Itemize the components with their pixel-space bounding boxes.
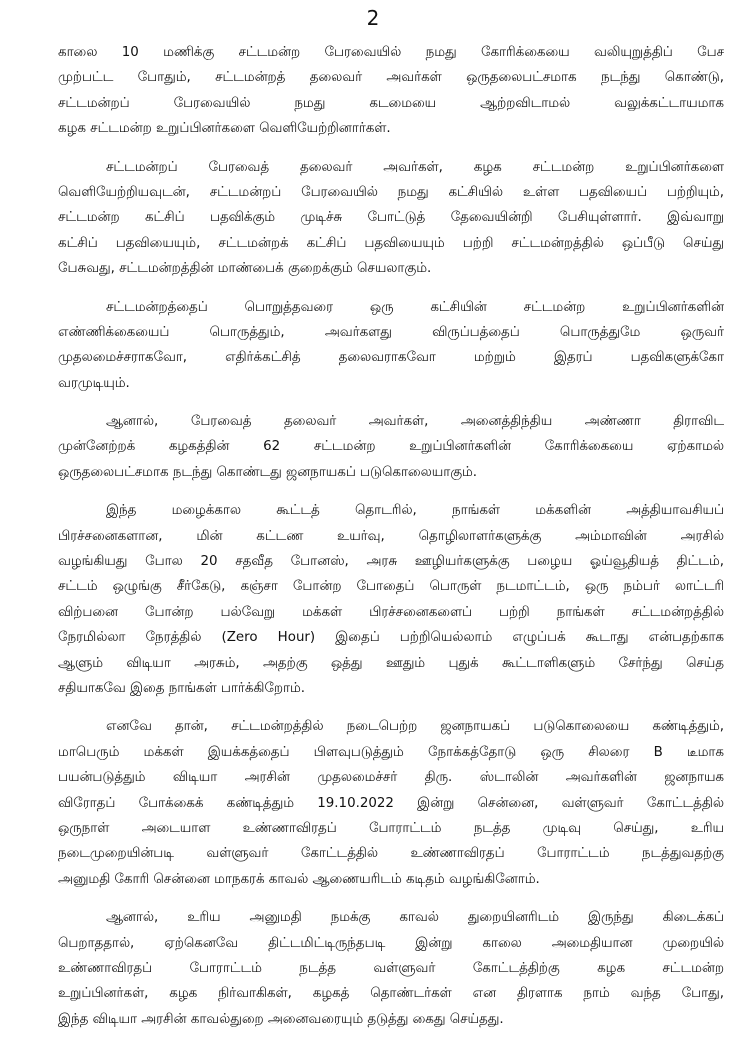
text-line: விற்பனை போன்ற பல்வேறு மக்கள் பிரச்சனைகளைப் பற்றி நாங்கள் சட்டமன்றத்தில் [58, 604, 724, 620]
text-line: காலை 10 மணிக்கு சட்டமன்ற பேரவையில் நமது கோரிக்கையை வலியுறுத்திப் பேச [58, 45, 724, 60]
paragraph [58, 155, 724, 282]
text-line: கட்சிப் பதவியையும், சட்டமன்றக் கட்சிப் பதவியையும் பற்றி சட்டமன்றத்தில் ஒப்பீடு செய்து [58, 235, 724, 251]
paragraph [58, 40, 724, 142]
text-line: எண்ணிக்கையைப் பொருத்தும், அவர்களது விருப்பத்தைப் பொருத்துமே ஒருவர் [58, 324, 724, 340]
text-line: முதலமைச்சராகவோ, எதிர்க்கட்சித் தலைவராகவோ மற்றும் இதரப் பதவிகளுக்கோ [58, 350, 724, 366]
text-line: நடைமுறையின்படி வள்ளுவர் கோட்டத்தில் உண்ணாவிரதப் போராட்டம் நடத்துவதற்கு [58, 846, 724, 862]
text-line: விரோதப் போக்கைக் கண்டித்தும் 19.10.2022 இன்று சென்னை, வள்ளுவர் கோட்டத்தில் [58, 795, 724, 811]
text-line: வெளியேற்றியவுடன், சட்டமன்றப் பேரவையில் நமது கட்சியில் உள்ள பதவியைப் பற்றியும், [58, 184, 724, 200]
text-line: ஆனால், உரிய அனுமதி நமக்கு காவல் துறையினரிடம் இருந்து கிடைக்கப் [106, 910, 724, 926]
text-line: சட்டமன்றப் பேரவைத் தலைவர் அவர்கள், கழக சட்டமன்ற உறுப்பினர்களை [106, 159, 724, 175]
text-line: பயன்படுத்தும் விடியா அரசின் முதலமைச்சர் திரு. ஸ்டாலின் அவர்களின் ஜனநாயக [58, 770, 724, 786]
page-number: 2 [366, 6, 380, 30]
body-text [58, 40, 724, 1045]
text-line: ஆளும் விடியா அரசும், அதற்கு ஒத்து ஊதும் புதுக் கூட்டாளிகளும் சேர்ந்து செய்த [58, 655, 724, 671]
text-line: சட்டமன்றப் பேரவையில் நமது கடமையை ஆற்றவிடாமல் வலுக்கட்டாயமாக [58, 95, 724, 111]
text-line: ஒருதலைபட்சமாக நடந்து கொண்டது ஜனநாயகப் படுகொலையாகும். [58, 464, 478, 480]
text-line: இந்த விடியா அரசின் காவல்துறை அனைவரையும் தடுத்து கைது செய்தது. [58, 1011, 504, 1027]
paragraph [58, 498, 724, 701]
text-line: முன்னேற்றக் கழகத்தின் 62 சட்டமன்ற உறுப்பினர்களின் கோரிக்கையை ஏற்காமல் [58, 439, 724, 455]
text-line: வரமுடியும். [58, 375, 130, 391]
paragraph [58, 714, 724, 892]
text-line: சட்டமன்ற கட்சிப் பதவிக்கும் முடிச்சு போட்டுத் தேவையின்றி பேசியுள்ளார். இவ்வாறு [58, 210, 724, 226]
text-line: கழக சட்டமன்ற உறுப்பினர்களை வெளியேற்றினார்கள். [58, 121, 391, 137]
text-line: அனுமதி கோரி சென்னை மாநகரக் காவல் ஆணையரிடம் கடிதம் வழங்கினோம். [58, 871, 540, 887]
text-line: மாபெரும் மக்கள் இயக்கத்தைப் பிளவுபடுத்தும் நோக்கத்தோடு ஒரு சிலரை B டீமாக [58, 744, 724, 760]
text-line: முற்பட்ட போதும், சட்டமன்றத் தலைவர் அவர்கள் ஒருதலைபட்சமாக நடந்து கொண்டு, [58, 70, 724, 86]
text-line: உண்ணாவிரதப் போராட்டம் நடத்த வள்ளுவர் கோட்டத்திற்கு கழக சட்டமன்ற [58, 960, 724, 976]
paragraph [58, 295, 724, 397]
text-line: சட்டமன்றத்தைப் பொறுத்தவரை ஒரு கட்சியின் சட்டமன்ற உறுப்பினர்களின் [106, 299, 724, 315]
text-line: நேரமில்லா நேரத்தில் (Zero Hour) இதைப் பற்றியெல்லாம் எழுப்பக் கூடாது என்பதற்காக [58, 630, 724, 646]
text-line: சதியாகவே இதை நாங்கள் பார்க்கிறோம். [58, 680, 306, 696]
text-line: ஒருநாள் அடையாள உண்ணாவிரதப் போராட்டம் நடத்த முடிவு செய்து, உரிய [58, 820, 724, 836]
text-line: பெறாததால், ஏற்கெனவே திட்டமிட்டிருந்தபடி இன்று காலை அமைதியான முறையில் [58, 935, 724, 951]
text-line: பேசுவது, சட்டமன்றத்தின் மாண்பைக் குறைக்கும் செயலாகும். [58, 261, 432, 277]
text-line: சட்டம் ஒழுங்கு சீர்கேடு, கஞ்சா போன்ற போதைப் பொருள் நடமாட்டம், ஒரு நம்பர் லாட்டரி [58, 579, 724, 595]
text-line: உறுப்பினர்கள், கழக நிர்வாகிகள், கழகத் தொண்டர்கள் என திரளாக நாம் வந்த போது, [58, 986, 724, 1002]
text-line: இந்த மழைக்கால கூட்டத் தொடரில், நாங்கள் மக்களின் அத்தியாவசியப் [106, 503, 724, 519]
text-line: எனவே தான், சட்டமன்றத்தில் நடைபெற்ற ஜனநாயகப் படுகொலையை கண்டித்தும், [106, 719, 724, 735]
text-line: வழங்கியது போல 20 சதவீத போனஸ், அரசு ஊழியர்களுக்கு பழைய ஓய்வூதியத் திட்டம், [58, 554, 724, 570]
paragraph [58, 409, 724, 485]
text-line: பிரச்சனைகளான, மின் கட்டண உயர்வு, தொழிலாளர்களுக்கு அம்மாவின் அரசில் [58, 528, 724, 544]
paragraph [58, 905, 724, 1032]
text-line: ஆனால், பேரவைத் தலைவர் அவர்கள், அனைத்திந்திய அண்ணா திராவிட [106, 414, 724, 430]
